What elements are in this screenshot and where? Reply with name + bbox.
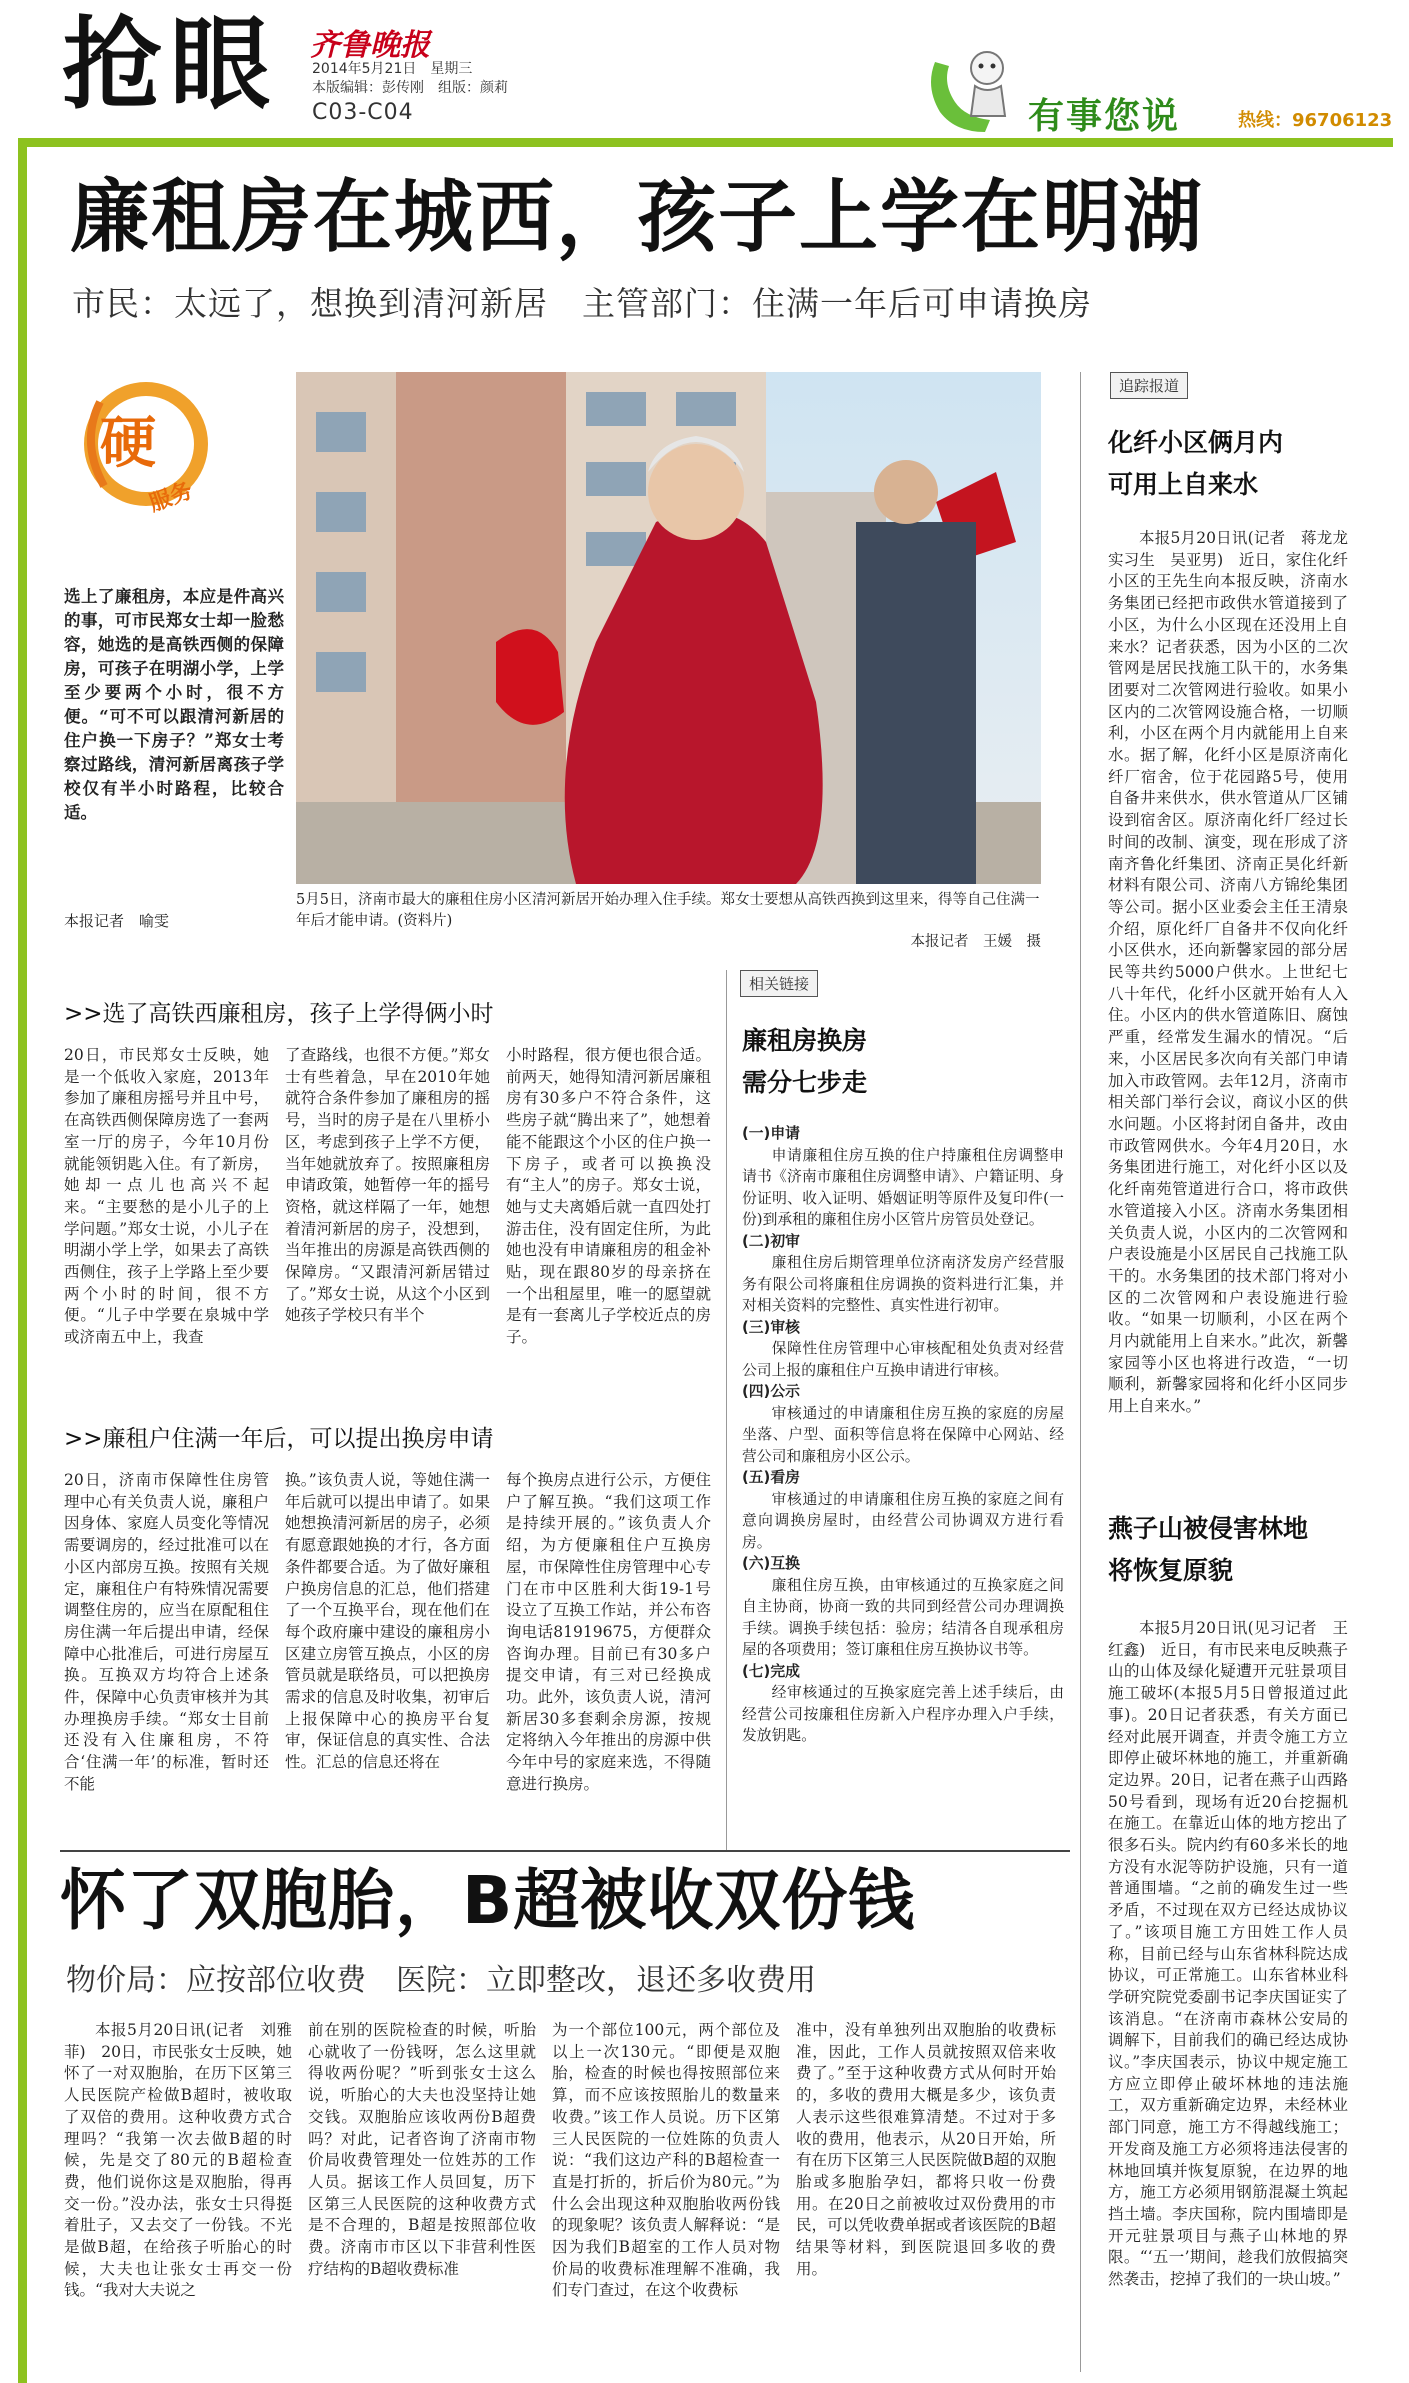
subhead-2: 物价局：应按部位收费 医院：立即整改，退还多收费用 (66, 1963, 816, 1998)
step-item: (五)看房 审核通过的申请廉租住房互换的家庭之间有意向调换房屋时，由经营公司协调双方进行看房。 (742, 1469, 1064, 1551)
headline-2: 怀了双胞胎，B超被收双份钱 (60, 1862, 916, 1939)
issue-meta (312, 60, 508, 98)
story2-col4: 准中，没有单独列出双胞胎的收费标准，因此，工作人员就按照双倍来收费了。”至于这种收费方式从何时开始的，多收的费用大概是多少，该负责人表示这些很难算清楚。不过对于多收的费用，他表示，从20日开始，所有在历下区第三人民医院做B超的双胞胎或多胞胎孕妇，都将只收一份费用。在20日之前被收过双份费用的市民，可以凭收费单据或者该医院的B超结果等材料，到医院退回多收的费用。 (796, 2021, 1056, 2278)
page-range: C03-C04 (312, 100, 414, 125)
story1-section1-col1: 20日，市民郑女士反映，她是一个低收入家庭，2013年参加了廉租房摇号并且中号，在高铁西侧保障房选了一套两室一厅的房子，今年10月份就能领钥匙入住。有了新房，她却一点儿也高兴不起来。“主要愁的是小儿子的上学问题。”郑女士说，小儿子在明湖小学上学，如果去了高铁西侧住，孩子上学路上至少要两个小时的时间，很不方便。“儿子中学要在泉城中学或济南五中上，我查 (64, 1046, 269, 1347)
step-item: (三)审核 保障性住房管理中心审核配租处负责对经营公司上报的廉租住户互换申请进行审核。 (742, 1318, 1064, 1379)
story-b-title-line2: 将恢复原貌 (1108, 1556, 1234, 1585)
story1-section2-col2: 换。”该负责人说，等她住满一年后就可以提出申请了。如果她想换清河新居的房子，必须有愿意跟她换的才行，各方面条件都要合适。为了做好廉租户换房信息的汇总，他们搭建了一个互换平台，现在他们在每个政府廉中建设的廉租房小区建立房管互换点，小区的房管员就是联络员，可以把换房需求的信息及时收集，初审后上报保障中心的换房平台复审，保证信息的真实性、合法性。汇总的信息还将在 (285, 1471, 490, 1772)
hotline-title: 有事您说 (1028, 96, 1181, 137)
story1-section1-title: >>选了高铁西廉租房，孩子上学得俩小时 (64, 1001, 494, 1027)
related-links-title-line2: 需分七步走 (742, 1068, 868, 1097)
related-links-title (742, 1020, 867, 1104)
story-b-title (1108, 1508, 1308, 1592)
steps-list (742, 1123, 1064, 1747)
header-rule (18, 138, 1393, 147)
story1-section2-col1: 20日，济南市保障性住房管理中心有关负责人说，廉租户因身体、家庭人员变化等情况需要调房的，经过批准可以在小区内部房互换。按照有关规定，廉租住户有特殊情况需要调整住房的，应当在原配租住房住满一年后提出申请，经保障中心批准后，可进行房屋互换。互换双方均符合上述条件，保障中心负责审核并为其办理换房手续。“郑女士目前还没有入住廉租房，不符合‘住满一年’的标准，暂时还不能 (64, 1471, 269, 1793)
issue-editors: 本版编辑：彭传刚 组版：颜莉 (312, 80, 508, 96)
hotline-number: 热线：96706123 (1238, 110, 1393, 131)
step-item: (六)互换 廉租住房互换，由审核通过的互换家庭之间自主协商，协商一致的共同到经营公司办理调换手续。调换手续包括：验房；结清各自现承租房屋的各项费用；签订廉租住房互换协议书等。 (742, 1555, 1064, 1658)
newspaper-logo: 齐鲁晚报 (310, 28, 430, 63)
step-item: (七)完成 经审核通过的互换家庭完善上述手续后，由经营公司按廉租住房新入户程序办理入户手续，发放钥匙。 (742, 1662, 1064, 1744)
story-b-title-line1: 燕子山被侵害林地 (1108, 1514, 1309, 1543)
headline-1: 廉租房在城西，孩子上学在明湖 (70, 171, 1204, 263)
story1-section1-col3: 小时路程，很方便也很合适。前两天，她得知清河新居廉租房有30多户不符合条件，这些房子就“腾出来了”，她想着能不能跟这个小区的住户换一下房子，或者可以换换没有“主人”的房子。郑女士说，她与丈夫离婚后就一直四处打游击住，没有固定住所，为此她也没有申请廉租房的租金补贴，现在跟80岁的母亲挤在一个出租屋里，唯一的愿望就是有一套离儿子学校近点的房子。 (506, 1046, 711, 1347)
story1-section2-col3: 每个换房点进行公示，方便住户了解互换。“我们这项工作是持续开展的。”该负责人介绍，为方便廉租住户互换房屋，市保障性住房管理中心专门在市中区胜利大街19-1号设立了互换工作站，并公布咨询电话81919675，方便群众咨询办理。目前已有30多户提交申请，有三对已经换成功。此外，该负责人说，清河新居30多套剩余房源，按规定将纳入今年推出的房源中供今年中号的家庭来选，不得随意进行换房。 (506, 1471, 711, 1793)
story-a-title-line1: 化纤小区俩月内 (1108, 428, 1284, 457)
story1-section1-col2: 了查路线，也很不方便。”郑女士有些着急，早在2010年她就符合条件参加了廉租房的摇号，当时的房子是在八里桥小区，考虑到孩子上学不方便，当年她就放弃了。按照廉租房申请政策，她暂停一年的摇号资格，就这样隔了一年，她想着清河新居的房子，没想到，当年推出的房源是高铁西侧的保障房。“又跟清河新居错过了。”郑女士说，从这个小区到她孩子学校只有半个 (285, 1046, 490, 1325)
left-rule (18, 138, 27, 2383)
photo-credit: 本报记者 王媛 摄 (910, 934, 1041, 950)
section-title: 抢眼 (62, 5, 278, 123)
story-a-body: 本报5月20日讯(记者 蒋龙龙 实习生 吴亚男) 近日，家住化纤小区的王先生向本报反映，济南水务集团已经把市政供水管道接到了小区，为什么小区现在还没用上自来水？记者获悉，因为小区的二次管网是居民找施工队干的，水务集团要对二次管网进行验收。如果小区内的二次管网设施合格，一切顺利，小区在两个月内就能用上自来水。据了解，化纤小区是原济南化纤厂宿舍，位于花园路5号，使用自备井来供水，供水管道从厂区铺设到宿舍区。原济南化纤厂经过长时间的改制、演变，现在形成了济南齐鲁化纤集团、济南正昊化纤新材料有限公司、济南八方锦纶集团等公司。据小区业委会主任王清泉介绍，原化纤厂自备井不仅向化纤小区供水，还向新馨家园的部分居民等共约5000户供水。上世纪七八十年代，化纤小区就开始有人入住。小区内的供水管道陈旧、腐蚀严重，经常发生漏水的情况。“后来，小区居民多次向有关部门申请加入市政管网。去年12月，济南市相关部门举行会议，商议小区的供水问题。小区将封闭自备井，改由市政管网供水。今年4月20日，水务集团进行施工，对化纤小区以及化纤南苑管道进行合口，将市政供水管道接入小区。济南水务集团相关负责人说，小区内的二次管网和户表设施是小区居民自己找施工队干的。水务集团的技术部门将对小区的二次管网和户表设施进行验收。“如果一切顺利，小区在两个月内就能用上自来水。”此次，新馨家园等小区也将进行改造，“一切顺利，新馨家园将和化纤小区同步用上自来水。” (1108, 529, 1364, 1416)
column-divider (726, 970, 727, 1850)
step-item: (四)公示 审核通过的申请廉租住房互换的家庭的房屋坐落、户型、面积等信息将在保障中心网站、经营公司和廉租房小区公示。 (742, 1383, 1064, 1465)
story2-col2: 前在别的医院检查的时候，听胎心就收了一份钱呀，怎么这里就得收两份呢？”听到张女士这么说，听胎心的大夫也没坚持让她交钱。双胞胎应该收两份B超费吗？对此，记者咨询了济南市物价局收费管理处一位姓苏的工作人员。据该工作人员回复，历下区第三人民医院的这种收费方式是不合理的，B超是按照部位收费。济南市市区以下非营利性医疗结构的B超收费标准 (308, 2021, 536, 2278)
story1-byline: 本报记者 喻雯 (64, 912, 170, 930)
badge-main-char: 硬 (100, 411, 156, 476)
tracking-report-tag: 追踪报道 (1110, 372, 1188, 399)
issue-date: 2014年5月21日 星期三 (312, 61, 473, 77)
hotline-phone-icon (915, 32, 1025, 142)
story-b-body: 本报5月20日讯(见习记者 王红鑫) 近日，有市民来电反映燕子山的山体及绿化疑遭开元驻景项目施工破坏(本报5月5日曾报道过此事)。20日记者获悉，有关方面已经对此展开调查，并责令施工方立即停止破坏林地的施工，并重新确定边界。20日，记者在燕子山西路50号看到，现场有近20台挖掘机在施工。在靠近山体的地方挖出了很多石头。院内约有60多米长的地方没有水泥等防护设施，只有一道普通围墙。“之前的确发生过一些矛盾，不过现在双方已经达成协议了。”该项目施工方田姓工作人员称，目前已经与山东省林科院达成协议，可正常施工。山东省林业科学研究院党委副书记李庆国证实了该消息。“在济南市森林公安局的调解下，目前我们的确已经达成协议。”李庆国表示，协议中规定施工方应立即停止破坏林地的违法施工，双方重新确定边界，未经林业部门同意，施工方不得越线施工；开发商及施工方必须将违法侵害的林地回填并恢复原貌，在边界的地方，施工方必须用钢筋混凝土筑起挡土墙。李庆国称，院内围墙即是开元驻景项目与燕子山林地的界限。“‘五一’期间，趁我们放假搞突然袭击，挖掉了我们的一块山坡。” (1108, 1619, 1348, 2289)
related-links-tag: 相关链接 (740, 970, 818, 997)
related-links-title-line1: 廉租房换房 (742, 1026, 868, 1055)
step-item: (一)申请 申请廉租住房互换的住户持廉租住房调整申请书《济南市廉租住房调整申请》、户籍证明、身份证明、收入证明、婚姻证明等原件及复印件(一份)到承租的廉租住房小区管片房管员处登记。 (742, 1125, 1064, 1228)
story-a-title (1108, 422, 1283, 506)
story1-intro: 选上了廉租房，本应是件高兴的事，可市民郑女士却一脸愁容，她选的是高铁西侧的保障房，可孩子在明湖小学，上学至少要两个小时，很不方便。“可不可以跟清河新居的住户换一下房子？”郑女士考察过路线，清河新居离孩子学校仅有半小时路程，比较合适。 (64, 587, 284, 822)
service-badge-icon (80, 372, 218, 522)
news-photo (296, 372, 1041, 884)
badge-sub-text: 服务 (146, 478, 197, 517)
story2-col3: 为一个部位100元，两个部位及以上一次130元。“即便是双胞胎，检查的时候也得按照部位来算，而不应该按照胎儿的数量来收费。”该工作人员说。历下区第三人民医院的一位姓陈的负责人说：“我们这边产科的B超检查一直是打折的，折后价为80元。”为什么会出现这种双胞胎收两份钱的现象呢？该负责人解释说：“是因为我们B超室的工作人员对物价局的收费标准理解不准确，我们专门查过，在这个收费标 (552, 2021, 780, 2300)
story-divider (60, 1850, 1070, 1852)
step-item: (二)初审 廉租住房后期管理单位济南济发房产经营服务有限公司将廉租住房调换的资料进行汇集，并对相关资料的完整性、真实性进行初审。 (742, 1232, 1064, 1314)
photo-caption (296, 890, 1041, 953)
story1-section2-title: >>廉租户住满一年后，可以提出换房申请 (64, 1426, 494, 1452)
photo-caption-text: 5月5日，济南市最大的廉租住房小区清河新居开始办理入住手续。郑女士要想从高铁西换到这里来，得等自己住满一年后才能申请。(资料片) (296, 892, 1040, 929)
subhead-1: 市民：太远了，想换到清河新居 主管部门：住满一年后可申请换房 (72, 284, 1092, 323)
right-column-divider (1080, 372, 1081, 2372)
story-a-title-line2: 可用上自来水 (1108, 470, 1259, 499)
story2-col1: 本报5月20日讯(记者 刘雅菲) 20日，市民张女士反映，她怀了一对双胞胎，在历下区第三人民医院产检做B超时，被收取了双倍的费用。这种收费方式合理吗？“我第一次去做B超的时候，先是交了80元的B超检查费，他们说你这是双胞胎，得再交一份。”没办法，张女士只得挺着肚子，又去交了一份钱。不光是做B超，在给孩子听胎心的时候，大夫也让张女士再交一份钱。“我对大夫说之 (64, 2021, 292, 2300)
